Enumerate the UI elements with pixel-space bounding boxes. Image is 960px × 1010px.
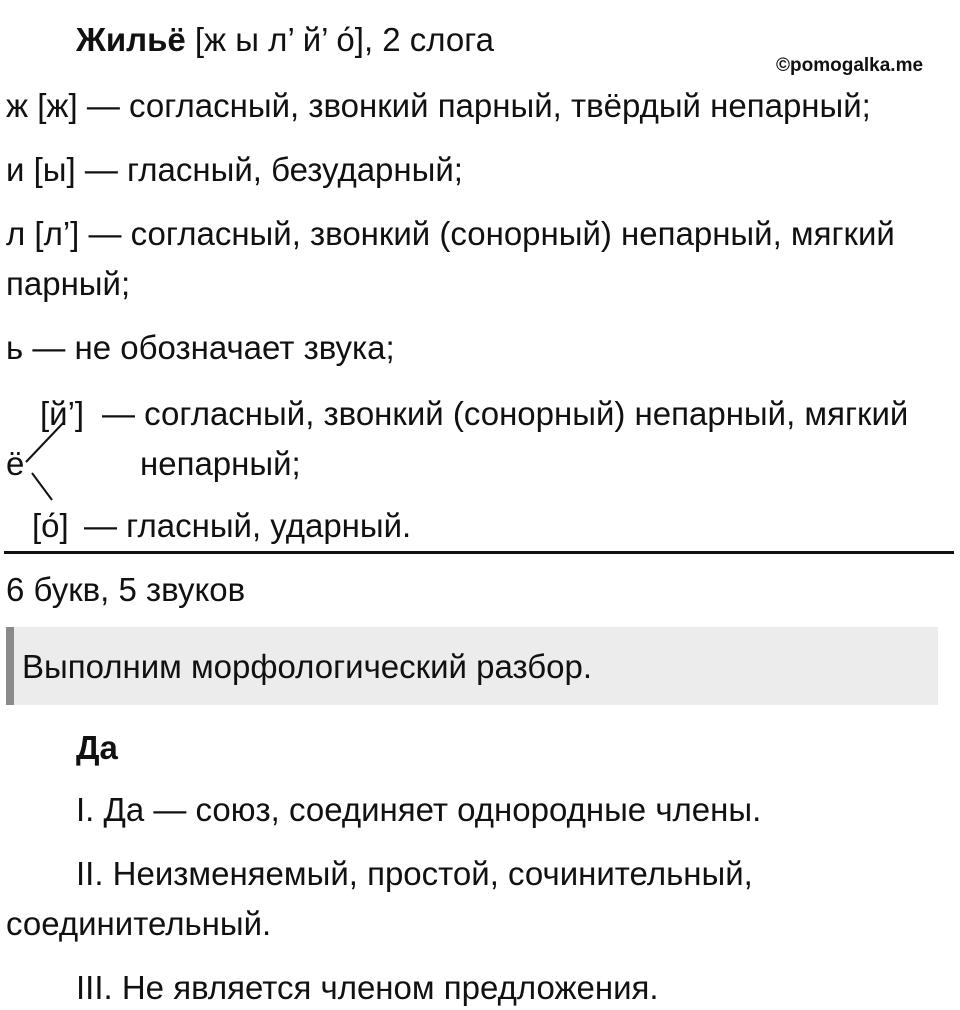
branch-top-description-cont: непарный;: [140, 445, 301, 482]
branch-top-description: — согласный, звонкий (сонорный) непарный, мягкий: [102, 395, 909, 432]
morph-word-title: Да: [76, 729, 118, 766]
branch-bottom-description: — гласный, ударный.: [84, 507, 412, 544]
phonetic-line: и [ы] — гласный, безударный;: [6, 151, 463, 188]
morph-line: II. Неизменяемый, простой, сочинительный,: [76, 855, 753, 892]
branch-line-down: [32, 473, 52, 500]
phonetic-line: парный;: [6, 265, 131, 302]
watermark: ©pomogalka.me: [776, 55, 924, 76]
morph-line: соединительный.: [6, 905, 272, 942]
branch-letter: ё: [6, 445, 25, 482]
morph-line: III. Не является членом предложения.: [76, 969, 659, 1006]
callout-accent-bar: [6, 627, 14, 705]
divider: [4, 551, 954, 554]
callout-text: Выполним морфологический разбор.: [22, 648, 593, 685]
phonetic-line: ж [ж] — согласный, звонкий парный, твёрдый непарный;: [6, 87, 871, 124]
phonetic-line: л [л’] — согласный, звонкий (сонорный) непарный, мягкий: [6, 215, 895, 252]
branch-line-up: [26, 422, 64, 462]
phonetic-line: ь — не обозначает звука;: [6, 329, 395, 366]
summary-text: 6 букв, 5 звуков: [6, 571, 246, 608]
morph-line: I. Да — союз, соединяет однородные члены.: [76, 791, 762, 828]
word-transcription: [ж ы л’ й’ о́], 2 слога: [185, 21, 494, 58]
callout-box: [6, 627, 938, 705]
branch-bottom-sound: [о́]: [32, 507, 69, 544]
word-title: Жильё: [76, 21, 186, 58]
branch-top-sound: [й’]: [40, 395, 85, 432]
